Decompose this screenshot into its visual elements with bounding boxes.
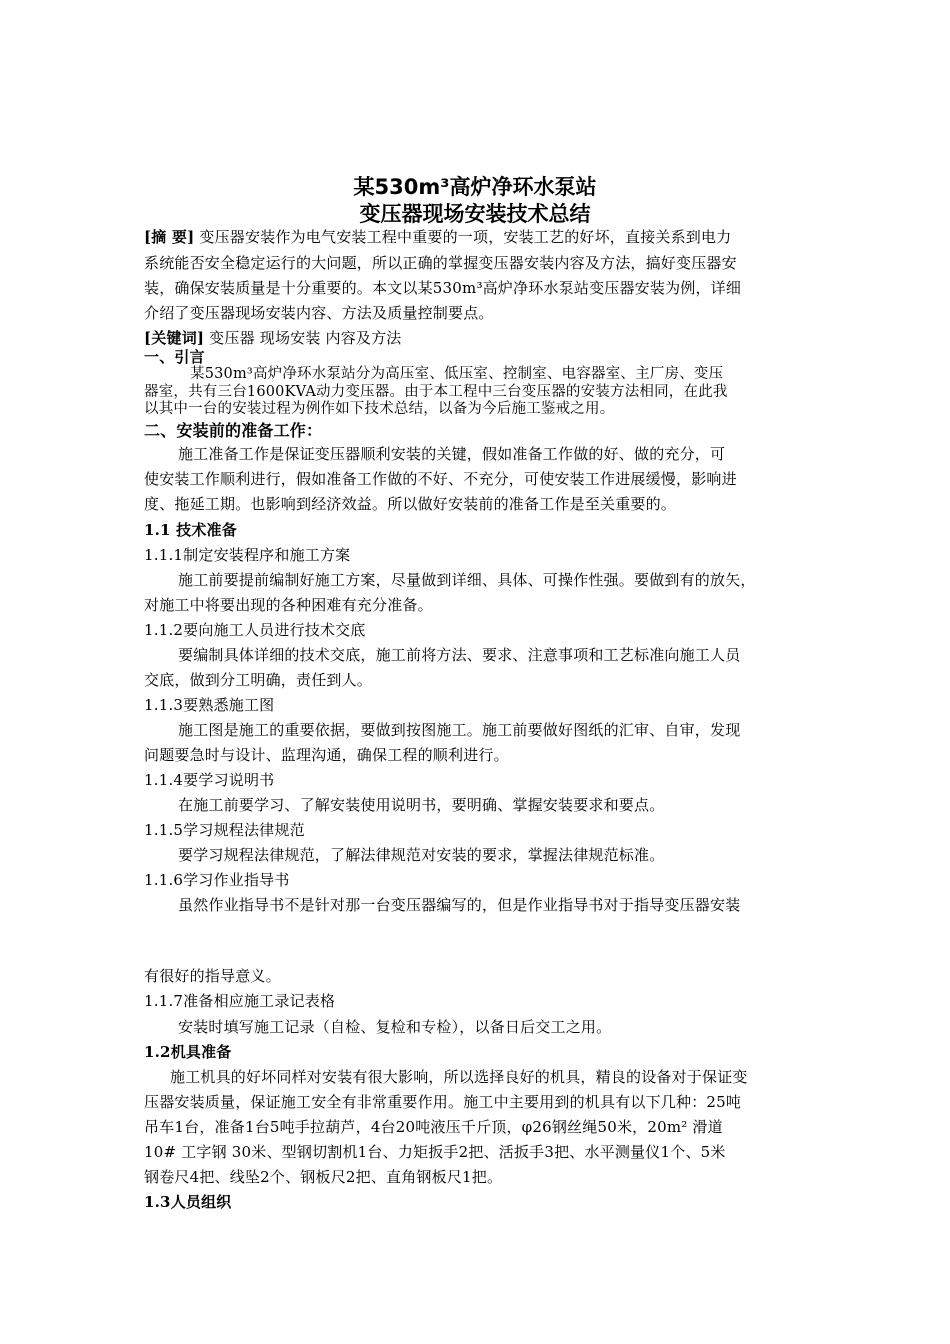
subsection-1-3-heading: 1.3人员组织 xyxy=(144,1193,232,1211)
item-1-1-5-heading: 1.1.5学习规程法律规范 xyxy=(144,821,305,839)
section-2-heading: 二、安装前的准备工作： xyxy=(144,421,323,440)
abstract-text: 变压器安装作为电气安装工程中重要的一项，安装工艺的好坏，直接关系到电力 xyxy=(199,228,732,246)
item-1-1-5-line-1: 要学习规程法律规范，了解法律规范对安装的要求，掌握法律规范标准。 xyxy=(178,846,665,864)
subsection-1-2-line-3: 吊车1台，准备1台5吨手拉葫芦，4台20吨液压千斤顶，φ26钢丝绳50米，20m² 滑道 xyxy=(144,1118,723,1136)
item-1-1-1-line-2: 对施工中将要出现的各种困难有充分准备。 xyxy=(144,596,433,614)
document-title-line-2: 变压器现场安装技术总结 xyxy=(359,202,591,226)
item-1-1-2-line-2: 交底，做到分工明确，责任到人。 xyxy=(144,671,373,689)
subsection-1-2-line-5: 钢卷尺4把、线坠2个、钢板尺2把、直角钢板尺1把。 xyxy=(144,1168,503,1186)
item-1-1-3-heading: 1.1.3要熟悉施工图 xyxy=(144,696,275,714)
section-1-line-2: 器室，共有三台1600KVA动力变压器。由于本工程中三台变压器的安装方法相同，在此我 xyxy=(144,384,728,400)
item-1-1-4-line-1: 在施工前要学习、了解安装使用说明书，要明确、掌握安装要求和要点。 xyxy=(178,796,665,814)
item-1-1-6-heading: 1.1.6学习作业指导书 xyxy=(144,871,290,889)
keywords-line xyxy=(144,328,402,348)
item-1-1-2-heading: 1.1.2要向施工人员进行技术交底 xyxy=(144,621,366,639)
item-1-1-6-line-2: 有很好的指导意义。 xyxy=(144,967,281,985)
item-1-1-7-line-1: 安装时填写施工记录（自检、复检和专检），以备日后交工之用。 xyxy=(178,1018,612,1036)
keywords-label: [关键词] xyxy=(144,329,205,347)
section-2-line-2: 使安装工作顺利进行，假如准备工作做的不好、不充分，可使安装工作进展缓慢，影响进 xyxy=(144,470,737,488)
item-1-1-2-line-1: 要编制具体详细的技术交底，施工前将方法、要求、注意事项和工艺标准向施工人员 xyxy=(178,646,741,664)
abstract-label: [摘 要] xyxy=(144,228,195,246)
subsection-1-2-line-4: 10# 工字钢 30米、型钢切割机1台、力矩扳手2把、活扳手3把、水平测量仪1个、5米 xyxy=(144,1143,726,1161)
item-1-1-1-line-1: 施工前要提前编制好施工方案，尽量做到详细、具体、可操作性强。要做到有的放矢， xyxy=(178,571,756,589)
item-1-1-1-heading: 1.1.1制定安装程序和施工方案 xyxy=(144,546,351,564)
section-2-line-1: 施工准备工作是保证变压器顺利安装的关键，假如准备工作做的好、做的充分，可 xyxy=(178,445,726,463)
subsection-1-2-heading: 1.2机具准备 xyxy=(144,1043,232,1061)
abstract-line-3: 装，确保安装质量是十分重要的。本文以某530m³高炉净环水泵站变压器安装为例，详细 xyxy=(144,279,742,297)
abstract-line-4: 介绍了变压器现场安装内容、方法及质量控制要点。 xyxy=(144,304,494,322)
item-1-1-7-heading: 1.1.7准备相应施工录记表格 xyxy=(144,992,336,1010)
item-1-1-3-line-2: 问题要急时与设计、监理沟通，确保工程的顺利进行。 xyxy=(144,746,509,764)
section-1-line-3: 以其中一台的安装过程为例作如下技术总结，以备为今后施工鉴戒之用。 xyxy=(144,401,615,417)
subsection-1-1-heading: 1.1 技术准备 xyxy=(144,521,237,539)
item-1-1-4-heading: 1.1.4要学习说明书 xyxy=(144,771,275,789)
subsection-1-2-line-1: 施工机具的好坏同样对安装有很大影响，所以选择良好的机具，精良的设备对于保证变 xyxy=(170,1068,748,1086)
keywords-text: 变压器 现场安装 内容及方法 xyxy=(209,329,402,347)
section-2-line-3: 度、拖延工期。也影响到经济效益。所以做好安装前的准备工作是至关重要的。 xyxy=(144,495,677,513)
document-title-line-1: 某530m³高炉净环水泵站 xyxy=(353,175,597,199)
item-1-1-3-line-1: 施工图是施工的重要依据，要做到按图施工。施工前要做好图纸的汇审、自审，发现 xyxy=(178,721,741,739)
subsection-1-2-line-2: 压器安装质量，保证施工安全有非常重要作用。施工中主要用到的机具有以下几种：25吨 xyxy=(144,1093,742,1111)
abstract-line-2: 系统能否安全稳定运行的大问题，所以正确的掌握变压器安装内容及方法，搞好变压器安 xyxy=(144,254,737,272)
abstract-line-1 xyxy=(144,227,731,247)
section-1-heading: 一、引言 xyxy=(144,348,205,366)
section-1-line-1: 某530m³高炉净环水泵站分为高压室、低压室、控制室、电容器室、主厂房、变压 xyxy=(190,366,724,382)
item-1-1-6-line-1: 虽然作业指导书不是针对那一台变压器编写的，但是作业指导书对于指导变压器安装 xyxy=(178,896,741,914)
